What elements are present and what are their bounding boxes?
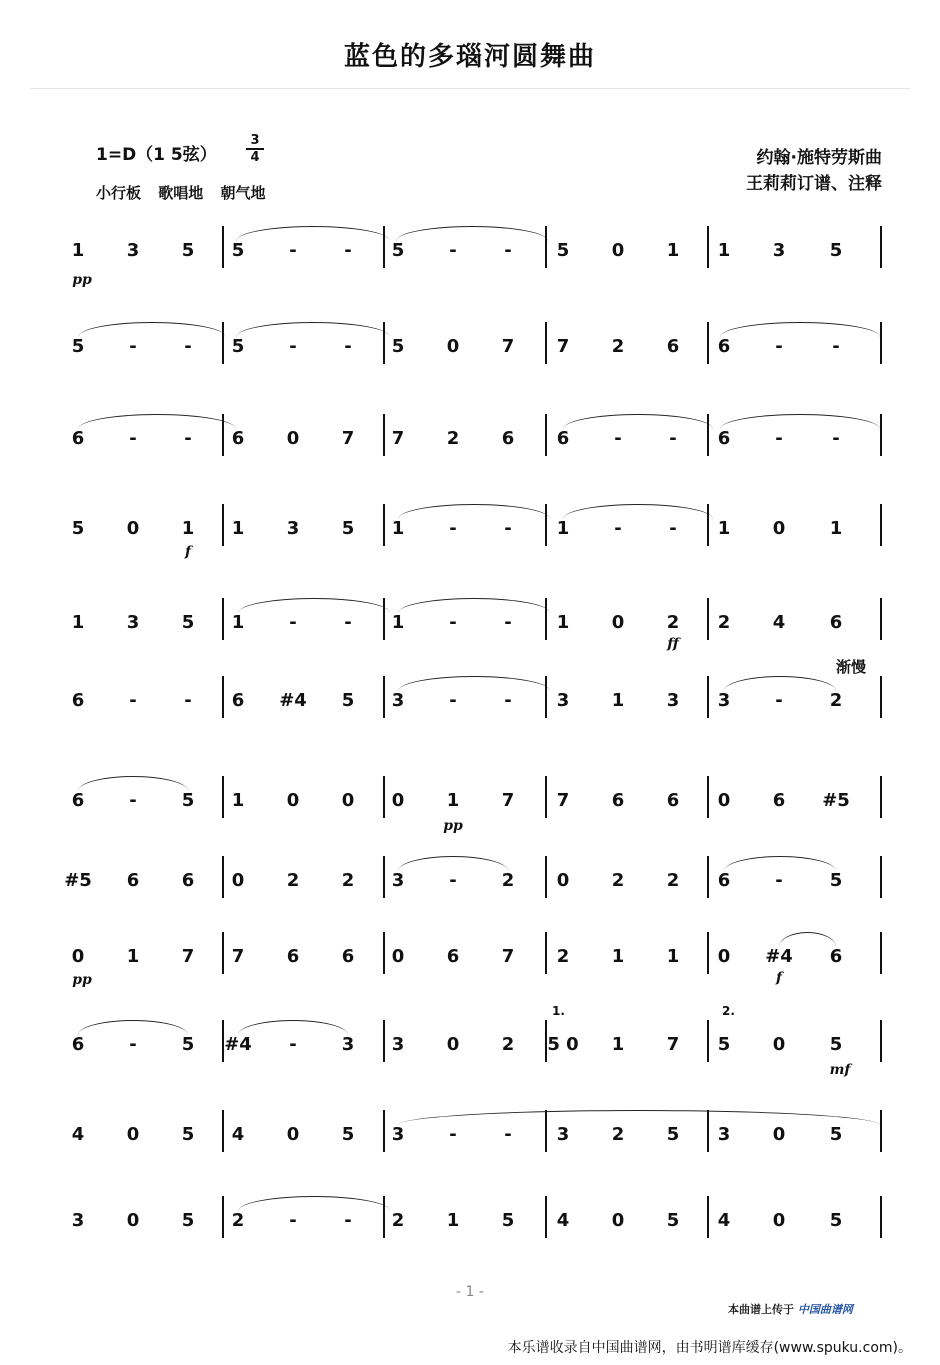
note: 2: [391, 1210, 405, 1231]
barline: [383, 1196, 385, 1238]
barline: [222, 1020, 224, 1062]
barline: [383, 598, 385, 640]
staff-row: [0, 1034, 940, 1104]
slur: [720, 322, 880, 337]
barline: [383, 676, 385, 718]
note: 1: [126, 946, 140, 967]
dash-extension: -: [669, 428, 677, 449]
barline: [383, 414, 385, 456]
note: 5: [341, 1124, 355, 1145]
note: 1: [71, 240, 85, 261]
note: 4: [231, 1124, 245, 1145]
note: 1: [666, 240, 680, 261]
dash-extension: -: [832, 428, 840, 449]
note: 5: [341, 690, 355, 711]
note: 5: [231, 240, 245, 261]
dynamic-mf: mf: [829, 1062, 851, 1078]
note: 6: [231, 428, 245, 449]
barline: [222, 322, 224, 364]
note: 1: [611, 946, 625, 967]
barline: [707, 598, 709, 640]
staff-row: [0, 870, 940, 940]
note: 0: [286, 790, 300, 811]
barline: [222, 1196, 224, 1238]
barline: [383, 1020, 385, 1062]
note: 0: [286, 428, 300, 449]
barline: [545, 932, 547, 974]
note: 1: [666, 946, 680, 967]
note: 6: [556, 428, 570, 449]
dash-extension: -: [344, 240, 352, 261]
note: 5: [181, 1124, 195, 1145]
note: 3: [556, 690, 570, 711]
note: 7: [181, 946, 195, 967]
note: 6: [126, 870, 140, 891]
note: 6: [71, 428, 85, 449]
note: 5: [181, 612, 195, 633]
note: 5: [829, 1210, 843, 1231]
note: 5: [341, 518, 355, 539]
note: 7: [341, 428, 355, 449]
dash-extension: -: [775, 336, 783, 357]
dash-extension: -: [184, 690, 192, 711]
note: 0: [126, 518, 140, 539]
note: 5: [181, 240, 195, 261]
dash-extension: -: [669, 518, 677, 539]
dash-extension: -: [504, 690, 512, 711]
slur: [78, 322, 226, 337]
note: 3: [126, 240, 140, 261]
note: 1: [829, 518, 843, 539]
note: 0: [446, 336, 460, 357]
barline: [545, 504, 547, 546]
barline: [545, 856, 547, 898]
barline: [880, 932, 882, 974]
note: 6: [71, 690, 85, 711]
arranger: 王莉莉订谱、注释: [746, 174, 882, 194]
dynamic-pp: pp: [72, 972, 92, 988]
barline: [707, 856, 709, 898]
barline: [880, 1110, 882, 1152]
note: 4: [556, 1210, 570, 1231]
barline: [222, 1110, 224, 1152]
slur: [78, 414, 236, 429]
dash-extension: -: [129, 428, 137, 449]
note: 6: [446, 946, 460, 967]
dash-extension: -: [832, 336, 840, 357]
note: 0: [772, 1210, 786, 1231]
dynamic-f: f: [775, 970, 783, 986]
note: 6: [181, 870, 195, 891]
barline: [545, 226, 547, 268]
dash-extension: -: [775, 690, 783, 711]
barline: [880, 856, 882, 898]
note: 1: [231, 518, 245, 539]
dash-extension: -: [504, 518, 512, 539]
note: 0: [556, 870, 570, 891]
note: 2: [501, 870, 515, 891]
note: 0: [126, 1124, 140, 1145]
slur: [398, 1110, 880, 1125]
dash-extension: -: [289, 612, 297, 633]
note: 7: [391, 428, 405, 449]
note: 0: [231, 870, 245, 891]
dash-extension: -: [129, 1034, 137, 1055]
dynamic-pp: pp: [72, 272, 92, 288]
note: 6: [71, 1034, 85, 1055]
tempo-change: 渐慢: [836, 658, 867, 676]
note: 6: [717, 428, 731, 449]
note: 5: [181, 790, 195, 811]
barline: [545, 776, 547, 818]
note: 0: [611, 240, 625, 261]
note: 1: [231, 790, 245, 811]
note: 1: [446, 1210, 460, 1231]
note: 5: [71, 518, 85, 539]
note: 6: [717, 870, 731, 891]
divider: [30, 88, 910, 89]
barline: [880, 414, 882, 456]
dynamic-ff: ff: [667, 636, 679, 652]
note: 5: [556, 240, 570, 261]
note: 0: [446, 1034, 460, 1055]
page-title: 蓝色的多瑙河圆舞曲: [343, 42, 596, 72]
barline: [383, 322, 385, 364]
note: 5: [829, 870, 843, 891]
note: 5: [829, 1124, 843, 1145]
composer: 约翰·施特劳斯曲: [756, 148, 882, 168]
staff-row: [0, 428, 940, 498]
barline: [383, 1110, 385, 1152]
barline: [383, 856, 385, 898]
barline: [880, 226, 882, 268]
note: 5: [231, 336, 245, 357]
note: 0: [772, 1124, 786, 1145]
note: 3: [341, 1034, 355, 1055]
note: 3: [391, 870, 405, 891]
note: 0: [611, 1210, 625, 1231]
note: 5: [181, 1034, 195, 1055]
staff-row: [0, 612, 940, 682]
note: #5: [64, 870, 92, 891]
barline: [707, 322, 709, 364]
note: 6: [501, 428, 515, 449]
note: 3: [391, 1124, 405, 1145]
barline: [707, 1196, 709, 1238]
dash-extension: -: [184, 428, 192, 449]
barline: [707, 676, 709, 718]
dash-extension: -: [449, 612, 457, 633]
note: 6: [611, 790, 625, 811]
note: 3: [772, 240, 786, 261]
barline: [222, 226, 224, 268]
barline: [222, 856, 224, 898]
note: 2: [611, 1124, 625, 1145]
note: 6: [717, 336, 731, 357]
footer-text: 本乐谱收录自中国曲谱网，由书明谱库缓存(www.spuku.com)。: [507, 1340, 912, 1356]
note: 1: [556, 518, 570, 539]
note: 6: [286, 946, 300, 967]
note: 2: [611, 870, 625, 891]
barline: [880, 598, 882, 640]
note: 1: [391, 612, 405, 633]
barline: [880, 1196, 882, 1238]
barline: [707, 414, 709, 456]
note: 1: [231, 612, 245, 633]
note: 4: [772, 612, 786, 633]
dash-extension: -: [504, 1124, 512, 1145]
barline: [545, 598, 547, 640]
dynamic-f: f: [184, 544, 192, 560]
note: 2: [666, 612, 680, 633]
upload-note-text: 本曲谱上传于: [728, 1303, 794, 1316]
slur: [238, 1196, 390, 1211]
note: 7: [231, 946, 245, 967]
note: 5: [829, 1034, 843, 1055]
note: 0: [717, 946, 731, 967]
barline: [880, 1020, 882, 1062]
note: 7: [666, 1034, 680, 1055]
note: 3: [71, 1210, 85, 1231]
tempo-marking: 小行板 歌唱地 朝气地: [96, 184, 266, 202]
dash-extension: -: [775, 428, 783, 449]
note: 6: [71, 790, 85, 811]
note: 3: [717, 690, 731, 711]
note: 1: [611, 690, 625, 711]
dash-extension: -: [775, 870, 783, 891]
barline: [545, 1196, 547, 1238]
dash-extension: -: [289, 240, 297, 261]
dash-extension: -: [129, 690, 137, 711]
ending-first: 1.: [552, 1004, 565, 1018]
note: 7: [556, 790, 570, 811]
note: 3: [126, 612, 140, 633]
note: 5 0: [547, 1034, 579, 1055]
barline: [383, 504, 385, 546]
site-logo: 中国曲谱网: [797, 1303, 853, 1316]
note: 5: [391, 240, 405, 261]
note: 5: [666, 1124, 680, 1145]
note: 3: [391, 690, 405, 711]
note: 0: [126, 1210, 140, 1231]
slur: [563, 414, 713, 429]
note: 6: [666, 336, 680, 357]
barline: [545, 322, 547, 364]
note: 0: [611, 612, 625, 633]
staff-row: [0, 1210, 940, 1280]
upload-note: [728, 1301, 853, 1317]
ending-second: 2.: [722, 1004, 735, 1018]
note: 2: [446, 428, 460, 449]
barline: [880, 676, 882, 718]
note: 7: [556, 336, 570, 357]
note: 0: [71, 946, 85, 967]
note: 6: [341, 946, 355, 967]
staff-row: [0, 946, 940, 1016]
dash-extension: -: [344, 1210, 352, 1231]
note: 5: [717, 1034, 731, 1055]
dash-extension: -: [289, 1210, 297, 1231]
dash-extension: -: [504, 612, 512, 633]
barline: [222, 676, 224, 718]
staff-row: [0, 1124, 940, 1194]
note: 6: [829, 946, 843, 967]
note: 1: [71, 612, 85, 633]
note: 3: [666, 690, 680, 711]
note: #4: [279, 690, 307, 711]
note: 4: [71, 1124, 85, 1145]
dash-extension: -: [289, 336, 297, 357]
dash-extension: -: [449, 870, 457, 891]
note: 1: [556, 612, 570, 633]
barline: [880, 504, 882, 546]
dash-extension: -: [289, 1034, 297, 1055]
note: 6: [231, 690, 245, 711]
dash-extension: -: [129, 790, 137, 811]
note: 0: [391, 790, 405, 811]
time-signature-bottom: 4: [250, 150, 260, 165]
note: 1: [717, 240, 731, 261]
note: 0: [286, 1124, 300, 1145]
dash-extension: -: [504, 240, 512, 261]
note: #4: [765, 946, 793, 967]
barline: [222, 504, 224, 546]
slur: [238, 1020, 348, 1035]
barline: [880, 322, 882, 364]
dash-extension: -: [129, 336, 137, 357]
barline: [383, 932, 385, 974]
note: 0: [772, 518, 786, 539]
barline: [880, 776, 882, 818]
note: 5: [666, 1210, 680, 1231]
note: 4: [717, 1210, 731, 1231]
note: 1: [446, 790, 460, 811]
dash-extension: -: [184, 336, 192, 357]
slur: [236, 226, 390, 241]
note: 6: [829, 612, 843, 633]
page-number: - 1 -: [456, 1284, 484, 1300]
note: 2: [829, 690, 843, 711]
barline: [545, 414, 547, 456]
slur: [398, 598, 550, 613]
note: 7: [501, 946, 515, 967]
note: 2: [611, 336, 625, 357]
slur: [720, 414, 880, 429]
slur: [563, 504, 713, 519]
note: 5: [391, 336, 405, 357]
slur: [78, 776, 188, 791]
key-signature: 1=D（1 5弦）: [96, 145, 217, 165]
note: #4: [224, 1034, 252, 1055]
note: 1: [611, 1034, 625, 1055]
note: 5: [181, 1210, 195, 1231]
note: 2: [341, 870, 355, 891]
note: 3: [391, 1034, 405, 1055]
note: 2: [717, 612, 731, 633]
dash-extension: -: [449, 1124, 457, 1145]
time-signature-top: 3: [250, 133, 260, 148]
dash-extension: -: [614, 518, 622, 539]
note: 5: [829, 240, 843, 261]
note: 2: [556, 946, 570, 967]
barline: [383, 226, 385, 268]
note: 0: [717, 790, 731, 811]
slur: [236, 322, 390, 337]
staff-row: [0, 240, 940, 310]
note: 6: [772, 790, 786, 811]
note: 2: [666, 870, 680, 891]
barline: [545, 676, 547, 718]
note: 7: [501, 790, 515, 811]
slur: [238, 598, 390, 613]
note: 2: [231, 1210, 245, 1231]
note: 2: [501, 1034, 515, 1055]
staff-row: [0, 518, 940, 588]
barline: [222, 932, 224, 974]
dash-extension: -: [344, 612, 352, 633]
barline: [707, 226, 709, 268]
barline: [222, 776, 224, 818]
dynamic-pp: pp: [443, 818, 463, 834]
note: 0: [391, 946, 405, 967]
staff-row: [0, 336, 940, 406]
note: 5: [501, 1210, 515, 1231]
slur: [78, 1020, 188, 1035]
barline: [707, 776, 709, 818]
note: 3: [717, 1124, 731, 1145]
staff-row: [0, 790, 940, 860]
barline: [707, 1020, 709, 1062]
barline: [707, 504, 709, 546]
note: 0: [341, 790, 355, 811]
barline: [222, 598, 224, 640]
barline: [707, 932, 709, 974]
dash-extension: -: [449, 690, 457, 711]
note: #5: [822, 790, 850, 811]
note: 3: [556, 1124, 570, 1145]
dash-extension: -: [344, 336, 352, 357]
staff-row: [0, 690, 940, 760]
barline: [383, 776, 385, 818]
time-signature: [246, 134, 264, 164]
note: 6: [666, 790, 680, 811]
dash-extension: -: [449, 518, 457, 539]
dash-extension: -: [449, 240, 457, 261]
note: 1: [181, 518, 195, 539]
dash-extension: -: [614, 428, 622, 449]
note: 0: [772, 1034, 786, 1055]
note: 2: [286, 870, 300, 891]
note: 5: [71, 336, 85, 357]
note: 3: [286, 518, 300, 539]
barline: [545, 1020, 547, 1062]
note: 1: [391, 518, 405, 539]
slur: [396, 226, 548, 241]
slur: [398, 504, 550, 519]
note: 1: [717, 518, 731, 539]
note: 7: [501, 336, 515, 357]
